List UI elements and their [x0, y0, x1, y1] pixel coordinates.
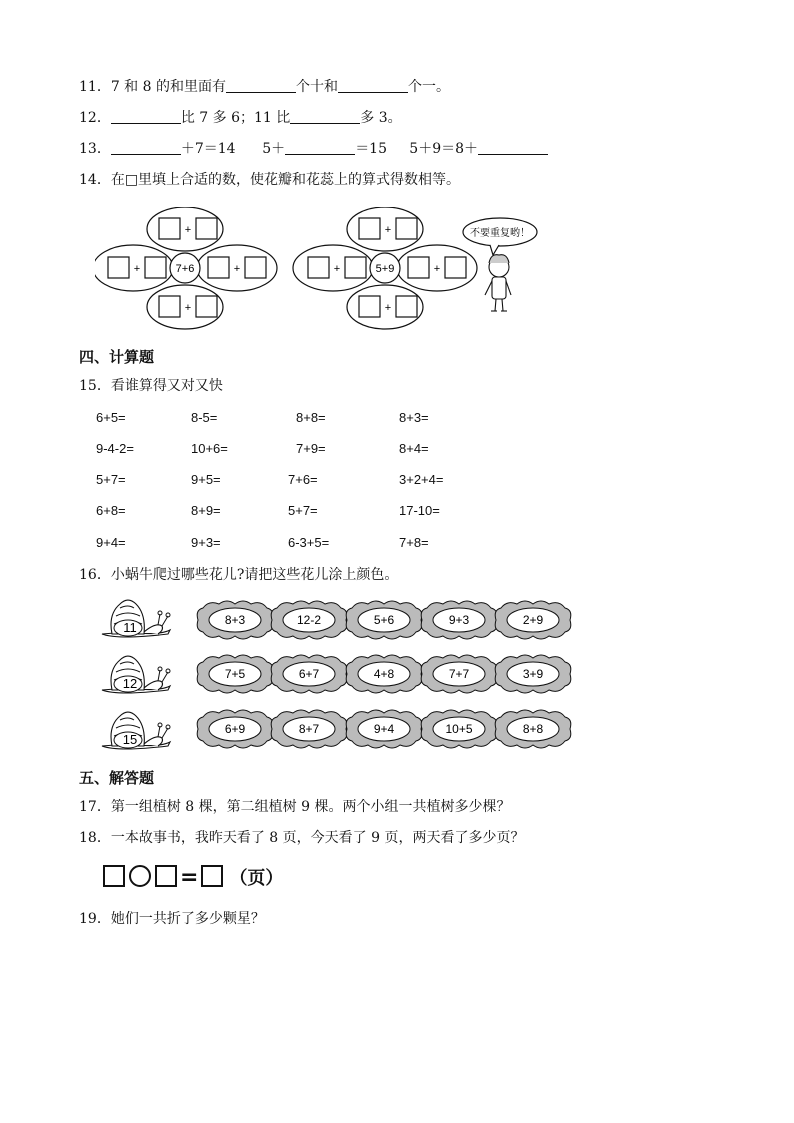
- calc-item: 3+2+4=: [399, 472, 444, 487]
- unit-label: （页）: [229, 868, 284, 889]
- calc-item: 7+6=: [288, 472, 318, 487]
- svg-text:4+8: 4+8: [373, 667, 395, 681]
- question-number: 15．: [79, 378, 111, 394]
- svg-text:8+3: 8+3: [224, 613, 246, 627]
- flower-option[interactable]: [495, 710, 571, 748]
- calc-item: 8+4=: [399, 441, 429, 456]
- question-11: 11．7 和 8 的和里面有 个十和 个一。: [79, 79, 450, 95]
- svg-text:8+7: 8+7: [298, 722, 320, 736]
- equation-template: [103, 864, 283, 890]
- section-title: 四、计算题: [79, 348, 155, 366]
- plus-sign: +: [184, 224, 192, 236]
- plus-sign: +: [184, 302, 192, 314]
- svg-text:5+6: 5+6: [373, 613, 395, 627]
- question-number: 12．: [79, 110, 111, 126]
- calc-item: 9+4=: [96, 535, 126, 550]
- svg-text:2+9: 2+9: [522, 613, 544, 627]
- plus-sign: +: [333, 263, 341, 275]
- equals-sign: =: [180, 865, 199, 890]
- snail-number: 12: [122, 676, 138, 691]
- answer-box[interactable]: [201, 865, 223, 887]
- flower-option[interactable]: [271, 601, 347, 639]
- flower-option[interactable]: [346, 601, 422, 639]
- plus-sign: +: [384, 302, 392, 314]
- plus-sign: +: [384, 224, 392, 236]
- calc-item: 8+9=: [191, 503, 221, 518]
- flower-option[interactable]: [346, 655, 422, 693]
- calc-item: 5+7=: [96, 472, 126, 487]
- flower-option[interactable]: [495, 601, 571, 639]
- question-17: 17．第一组植树 8 棵，第二组植树 9 棵。两个小组一共植树多少棵？: [79, 799, 511, 815]
- question-number: 19．: [79, 911, 111, 927]
- snail-number: 15: [122, 732, 138, 747]
- calc-item: 8+8=: [296, 410, 326, 425]
- svg-text:3+9: 3+9: [522, 667, 544, 681]
- question-15: 15．看谁算得又对又快: [79, 378, 223, 394]
- plus-sign: +: [233, 263, 241, 275]
- snail-number: 11: [123, 620, 137, 635]
- svg-text:10+5: 10+5: [445, 722, 473, 736]
- question-number: 14．: [79, 172, 111, 188]
- svg-text:6+9: 6+9: [224, 722, 246, 736]
- question-14: 14．在□里填上合适的数，使花瓣和花蕊上的算式得数相等。: [79, 172, 461, 188]
- flower-option[interactable]: [197, 655, 273, 693]
- flower-diagrams: [95, 207, 545, 333]
- calc-item: 9+3=: [191, 535, 221, 550]
- answer-blank[interactable]: [111, 140, 181, 155]
- flower-option[interactable]: [197, 601, 273, 639]
- svg-text:8+8: 8+8: [522, 722, 544, 736]
- flower-option[interactable]: [421, 601, 497, 639]
- flower-option[interactable]: [346, 710, 422, 748]
- flower-center-text: 7+6: [175, 263, 195, 275]
- calc-item: 5+7=: [288, 503, 318, 518]
- flower-option[interactable]: [271, 655, 347, 693]
- question-12: 12． 比 7 多 6；11 比 多 3。: [79, 110, 402, 126]
- answer-blank[interactable]: [338, 78, 408, 93]
- flower-1: [95, 207, 277, 329]
- question-16: 16．小蜗牛爬过哪些花儿?请把这些花儿涂上颜色。: [79, 567, 399, 583]
- calc-item: 6+5=: [96, 410, 126, 425]
- svg-text:7+5: 7+5: [224, 667, 246, 681]
- calc-item: 7+9=: [296, 441, 326, 456]
- flower-option[interactable]: [421, 655, 497, 693]
- question-13: 13． ＋7＝14 5＋ ＝15 5＋9＝8＋: [79, 140, 548, 158]
- svg-text:7+7: 7+7: [448, 667, 470, 681]
- question-number: 18．: [79, 830, 111, 846]
- answer-box[interactable]: [155, 865, 177, 887]
- svg-text:12-2: 12-2: [296, 613, 322, 627]
- speech-bubble: [463, 218, 537, 255]
- snail-flower-grid: [98, 594, 578, 754]
- calc-item: 17-10=: [399, 503, 440, 518]
- plus-sign: +: [433, 263, 441, 275]
- flower-option[interactable]: [271, 710, 347, 748]
- calc-item: 8-5=: [191, 410, 218, 425]
- section-title: 五、解答题: [79, 769, 155, 787]
- question-19: 19．她们一共折了多少颗星？: [79, 911, 265, 927]
- calc-item: 6+8=: [96, 503, 126, 518]
- flower-center-text: 5+9: [375, 263, 395, 275]
- question-number: 17．: [79, 799, 111, 815]
- answer-blank[interactable]: [285, 140, 355, 155]
- question-number: 16．: [79, 567, 111, 583]
- svg-text:9+4: 9+4: [373, 722, 395, 736]
- svg-text:9+3: 9+3: [448, 613, 470, 627]
- flower-option[interactable]: [495, 655, 571, 693]
- answer-blank[interactable]: [290, 109, 360, 124]
- boy-figure-icon: [485, 255, 511, 311]
- calc-item: 6-3+5=: [288, 535, 330, 550]
- answer-blank[interactable]: [226, 78, 296, 93]
- svg-text:6+7: 6+7: [298, 667, 320, 681]
- flower-2: [293, 207, 477, 329]
- calc-item: 10+6=: [191, 441, 228, 456]
- answer-box[interactable]: [103, 865, 125, 887]
- answer-blank[interactable]: [478, 140, 548, 155]
- svg-text:不要重复哟！: 不要重复哟！: [470, 228, 530, 239]
- flower-option[interactable]: [421, 710, 497, 748]
- calc-item: 9-4-2=: [96, 441, 134, 456]
- calc-item: 7+8=: [399, 535, 429, 550]
- question-18: 18．一本故事书，我昨天看了 8 页，今天看了 9 页，两天看了多少页？: [79, 830, 525, 846]
- flower-option[interactable]: [197, 710, 273, 748]
- answer-blank[interactable]: [111, 109, 181, 124]
- question-number: 13．: [79, 141, 111, 157]
- calc-item: 8+3=: [399, 410, 429, 425]
- calc-item: 9+5=: [191, 472, 221, 487]
- plus-sign: +: [133, 263, 141, 275]
- operator-circle[interactable]: [129, 865, 151, 887]
- question-number: 11．: [79, 79, 111, 95]
